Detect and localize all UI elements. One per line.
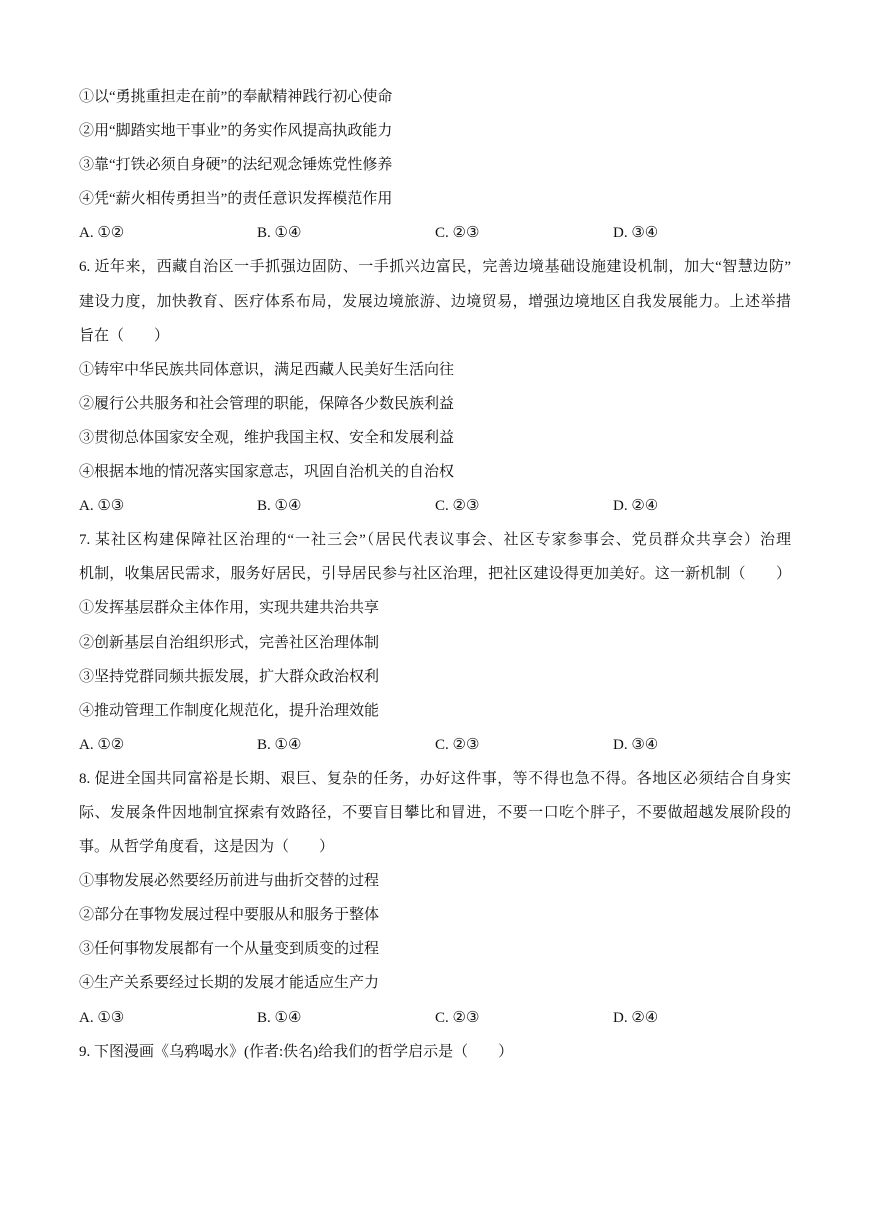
option-a: A. ①② — [79, 225, 125, 242]
statement-2: ②用“脚踏实地干事业”的务实作风提高执政能力 — [79, 123, 393, 140]
statement-4: ④生产关系要经过长期的发展才能适应生产力 — [79, 975, 380, 992]
statement-4: ④推动管理工作制度化规范化，提升治理效能 — [79, 702, 380, 719]
option-a: A. ①③ — [79, 1009, 125, 1026]
question-8-block — [79, 762, 791, 1035]
option-a: A. ①③ — [79, 498, 125, 515]
statement-1: ①以“勇挑重担走在前”的奉献精神践行初心使命 — [79, 89, 393, 105]
question-stem-line: 9. 下图漫画《乌鸦喝水》(作者:佚名)给我们的哲学启示是（ ） — [79, 1043, 514, 1060]
statement-4: ④根据本地的情况落实国家意志，巩固自治机关的自治权 — [79, 464, 455, 481]
statement-2: ②部分在事物发展过程中要服从和服务于整体 — [79, 907, 380, 924]
question-5-block — [79, 80, 791, 250]
option-b: B. ①④ — [257, 498, 302, 515]
question-stem-line: 际、发展条件因地制宜探索有效路径，不要盲目攀比和冒进，不要一口吃个胖子，不要做超越发展阶段的 — [79, 804, 791, 821]
question-stem-line: 8. 促进全国共同富裕是长期、艰巨、复杂的任务，办好这件事，等不得也急不得。各地区必须结合自身实 — [79, 770, 791, 787]
option-c: C. ②③ — [435, 1009, 480, 1026]
statement-3: ③靠“打铁必须自身硬”的法纪观念锤炼党性修养 — [79, 157, 393, 174]
question-stem-line: 7. 某社区构建保障社区治理的“一社三会”（居民代表议事会、社区专家参事会、党员群众共享会）治理 — [79, 532, 791, 549]
option-b: B. ①④ — [257, 225, 302, 242]
statement-1: ①铸牢中华民族共同体意识，满足西藏人民美好生活向往 — [79, 361, 455, 378]
question-stem-line: 事。从哲学角度看，这是因为（ ） — [79, 839, 335, 856]
statement-1: ①事物发展必然要经历前进与曲折交替的过程 — [79, 873, 380, 890]
option-d: D. ②④ — [613, 498, 659, 515]
option-b: B. ①④ — [257, 1009, 302, 1026]
question-stem-line: 6. 近年来，西藏自治区一手抓强边固防、一手抓兴边富民，完善边境基础设施建设机制，加大“智慧边防” — [79, 259, 791, 276]
statement-3: ③任何事物发展都有一个从量变到质变的过程 — [79, 941, 380, 958]
question-stem-line: 建设力度，加快教育、医疗体系布局，发展边境旅游、边境贸易，增强边境地区自我发展能力。上述举措 — [79, 293, 791, 310]
exam-content — [79, 80, 791, 1069]
question-stem-line: 机制，收集居民需求，服务好居民，引导居民参与社区治理，把社区建设得更加美好。这一新机制（ ） — [79, 566, 791, 583]
option-b: B. ①④ — [257, 736, 302, 753]
option-a: A. ①② — [79, 736, 125, 753]
question-9-block — [79, 1035, 791, 1069]
question-7-block — [79, 523, 791, 762]
statement-3: ③贯彻总体国家安全观，维护我国主权、安全和发展利益 — [79, 429, 455, 446]
statement-4: ④凭“薪火相传勇担当”的责任意识发挥模范作用 — [79, 191, 393, 208]
options-row — [79, 216, 791, 250]
question-6-block — [79, 250, 791, 523]
option-c: C. ②③ — [435, 225, 480, 242]
statement-2: ②履行公共服务和社会管理的职能，保障各少数民族利益 — [79, 395, 455, 412]
options-row — [79, 728, 791, 762]
option-d: D. ③④ — [613, 736, 659, 753]
statement-3: ③坚持党群同频共振发展，扩大群众政治权利 — [79, 668, 380, 685]
option-d: D. ②④ — [613, 1009, 659, 1026]
options-row — [79, 489, 791, 523]
option-c: C. ②③ — [435, 736, 480, 753]
statement-1: ①发挥基层群众主体作用，实现共建共治共享 — [79, 600, 380, 617]
option-d: D. ③④ — [613, 225, 659, 242]
statement-2: ②创新基层自治组织形式，完善社区治理体制 — [79, 634, 380, 651]
options-row — [79, 1001, 791, 1035]
question-stem-line: 旨在（ ） — [79, 327, 170, 344]
option-c: C. ②③ — [435, 498, 480, 515]
